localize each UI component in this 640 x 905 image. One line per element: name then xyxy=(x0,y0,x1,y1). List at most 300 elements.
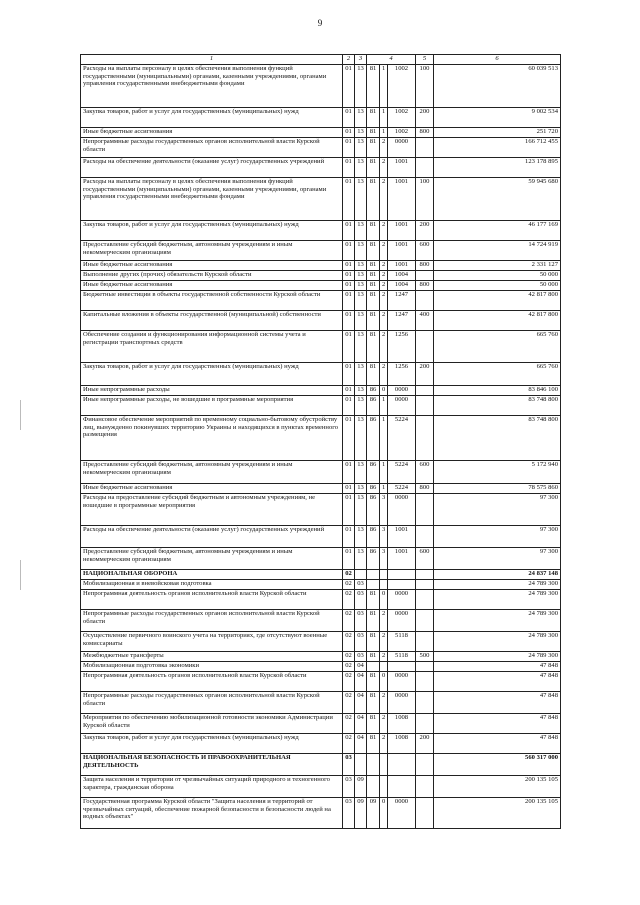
row-amount: 665 760 xyxy=(434,331,561,363)
row-program: 81 xyxy=(367,281,380,291)
row-amount: 83 748 800 xyxy=(434,396,561,416)
row-amount: 47 848 xyxy=(434,692,561,714)
row-amount: 47 848 xyxy=(434,672,561,692)
row-program: 81 xyxy=(367,158,380,178)
row-name: Расходы на выплаты персоналу в целях обеспечения выполнения функций государственными (муниципальными) органами, казенными учреждениями, органами управления государственными внебюджетными фондами xyxy=(81,65,343,108)
row-section: 01 xyxy=(343,178,355,221)
table-row xyxy=(81,281,561,291)
row-name: Предоставление субсидий бюджетным, автономным учреждениям и иным некоммерческим организациям xyxy=(81,461,343,484)
row-name: Иные бюджетные ассигнования xyxy=(81,484,343,494)
row-subprogram: 3 xyxy=(380,494,388,526)
row-name: Непрограммная деятельность органов исполнительной власти Курской области xyxy=(81,590,343,610)
row-direction xyxy=(388,754,416,776)
row-program: 81 xyxy=(367,311,380,331)
table-row xyxy=(81,311,561,331)
row-section: 02 xyxy=(343,692,355,714)
row-section: 01 xyxy=(343,526,355,548)
row-section: 02 xyxy=(343,662,355,672)
row-amount: 42 817 800 xyxy=(434,311,561,331)
row-expense-type xyxy=(416,158,434,178)
table-row xyxy=(81,590,561,610)
row-name: Иные бюджетные ассигнования xyxy=(81,261,343,271)
row-section: 01 xyxy=(343,65,355,108)
row-expense-type xyxy=(416,672,434,692)
row-section: 02 xyxy=(343,734,355,754)
row-amount: 83 846 100 xyxy=(434,386,561,396)
row-program: 81 xyxy=(367,138,380,158)
row-direction: 1004 xyxy=(388,271,416,281)
table-row xyxy=(81,652,561,662)
row-program: 81 xyxy=(367,672,380,692)
row-subsection: 13 xyxy=(355,461,367,484)
row-direction: 1001 xyxy=(388,221,416,241)
row-amount: 97 300 xyxy=(434,494,561,526)
row-expense-type: 200 xyxy=(416,734,434,754)
row-name: Иные непрограммные расходы xyxy=(81,386,343,396)
row-subprogram: 1 xyxy=(380,128,388,138)
header-col-1: 1 xyxy=(81,55,343,65)
row-subprogram: 2 xyxy=(380,158,388,178)
row-section: 01 xyxy=(343,108,355,128)
row-program: 09 xyxy=(367,798,380,829)
table-row xyxy=(81,138,561,158)
row-program: 81 xyxy=(367,714,380,734)
row-expense-type xyxy=(416,386,434,396)
row-subprogram: 2 xyxy=(380,714,388,734)
row-subsection: 13 xyxy=(355,291,367,311)
row-amount: 200 135 105 xyxy=(434,798,561,829)
row-subprogram: 2 xyxy=(380,261,388,271)
row-subsection xyxy=(355,570,367,580)
row-program: 86 xyxy=(367,526,380,548)
row-amount: 24 789 300 xyxy=(434,652,561,662)
row-section: 01 xyxy=(343,291,355,311)
row-expense-type: 800 xyxy=(416,261,434,271)
row-direction: 0000 xyxy=(388,494,416,526)
row-name: НАЦИОНАЛЬНАЯ ОБОРОНА xyxy=(81,570,343,580)
row-expense-type: 600 xyxy=(416,461,434,484)
row-section: 02 xyxy=(343,652,355,662)
row-program: 81 xyxy=(367,271,380,281)
row-amount: 24 837 148 xyxy=(434,570,561,580)
row-subsection: 04 xyxy=(355,714,367,734)
table-row xyxy=(81,776,561,798)
row-subsection: 13 xyxy=(355,65,367,108)
row-direction: 0000 xyxy=(388,138,416,158)
header-col-2: 2 xyxy=(343,55,355,65)
row-direction: 0000 xyxy=(388,672,416,692)
row-expense-type xyxy=(416,632,434,652)
row-subprogram: 0 xyxy=(380,672,388,692)
table-row xyxy=(81,734,561,754)
row-name: Закупка товаров, работ и услуг для государственных (муниципальных) нужд xyxy=(81,734,343,754)
header-col-6: 6 xyxy=(434,55,561,65)
row-subsection: 13 xyxy=(355,138,367,158)
row-subprogram: 1 xyxy=(380,484,388,494)
row-subprogram: 3 xyxy=(380,548,388,570)
row-direction: 1004 xyxy=(388,281,416,291)
row-program: 81 xyxy=(367,291,380,311)
row-subprogram: 2 xyxy=(380,632,388,652)
row-amount: 83 748 800 xyxy=(434,416,561,461)
row-amount: 42 817 800 xyxy=(434,291,561,311)
row-section: 02 xyxy=(343,714,355,734)
table-row xyxy=(81,632,561,652)
row-name: Мобилизационная и вневойсковая подготовка xyxy=(81,580,343,590)
row-direction: 0000 xyxy=(388,590,416,610)
table-row xyxy=(81,271,561,281)
row-program xyxy=(367,580,380,590)
row-amount: 47 848 xyxy=(434,662,561,672)
row-amount: 24 789 300 xyxy=(434,590,561,610)
row-subsection: 09 xyxy=(355,776,367,798)
table-row xyxy=(81,461,561,484)
row-expense-type xyxy=(416,714,434,734)
row-direction xyxy=(388,776,416,798)
row-amount: 97 300 xyxy=(434,526,561,548)
budget-table xyxy=(80,54,561,829)
row-subsection: 13 xyxy=(355,241,367,261)
table-row xyxy=(81,241,561,261)
row-amount: 97 300 xyxy=(434,548,561,570)
row-direction: 0000 xyxy=(388,610,416,632)
row-subprogram: 2 xyxy=(380,178,388,221)
row-program: 86 xyxy=(367,461,380,484)
row-subsection: 13 xyxy=(355,396,367,416)
row-expense-type: 100 xyxy=(416,65,434,108)
row-program: 81 xyxy=(367,331,380,363)
row-section: 01 xyxy=(343,386,355,396)
row-subsection: 13 xyxy=(355,311,367,331)
row-program: 81 xyxy=(367,632,380,652)
header-col-5: 5 xyxy=(416,55,434,65)
row-subprogram: 2 xyxy=(380,363,388,386)
row-subprogram: 2 xyxy=(380,692,388,714)
row-section: 01 xyxy=(343,138,355,158)
row-expense-type: 800 xyxy=(416,484,434,494)
row-subsection: 09 xyxy=(355,798,367,829)
row-direction: 0000 xyxy=(388,692,416,714)
table-row xyxy=(81,416,561,461)
row-name: Мобилизационная подготовка экономики xyxy=(81,662,343,672)
table-row xyxy=(81,580,561,590)
row-direction: 1002 xyxy=(388,108,416,128)
row-direction: 5224 xyxy=(388,416,416,461)
table-row xyxy=(81,672,561,692)
row-subsection: 04 xyxy=(355,734,367,754)
row-subprogram xyxy=(380,754,388,776)
row-expense-type xyxy=(416,494,434,526)
row-amount: 24 789 300 xyxy=(434,580,561,590)
row-direction xyxy=(388,570,416,580)
row-name: Финансовое обеспечение мероприятий по временному социально-бытовому обустройству лиц, вынужденно покинувших территорию Украины и находящихся в пунктах временного размещения xyxy=(81,416,343,461)
row-subsection xyxy=(355,754,367,776)
row-name: Непрограммная деятельность органов исполнительной власти Курской области xyxy=(81,672,343,692)
row-direction: 1256 xyxy=(388,363,416,386)
row-amount: 47 848 xyxy=(434,734,561,754)
row-section: 01 xyxy=(343,158,355,178)
row-subprogram xyxy=(380,580,388,590)
row-amount: 46 177 169 xyxy=(434,221,561,241)
row-amount: 166 712 455 xyxy=(434,138,561,158)
row-name: Расходы на обеспечение деятельности (оказание услуг) государственных учреждений xyxy=(81,526,343,548)
row-subprogram xyxy=(380,570,388,580)
row-direction: 1256 xyxy=(388,331,416,363)
table-row xyxy=(81,548,561,570)
table-row xyxy=(81,128,561,138)
row-section: 01 xyxy=(343,494,355,526)
row-program: 81 xyxy=(367,363,380,386)
row-program xyxy=(367,754,380,776)
row-section: 01 xyxy=(343,311,355,331)
table-row xyxy=(81,261,561,271)
row-program: 81 xyxy=(367,178,380,221)
row-amount: 2 331 127 xyxy=(434,261,561,271)
table-row xyxy=(81,484,561,494)
row-expense-type xyxy=(416,526,434,548)
row-subprogram: 1 xyxy=(380,108,388,128)
row-subprogram: 2 xyxy=(380,734,388,754)
row-direction: 1008 xyxy=(388,734,416,754)
table-row xyxy=(81,396,561,416)
row-amount: 560 317 000 xyxy=(434,754,561,776)
row-direction: 1008 xyxy=(388,714,416,734)
row-section: 02 xyxy=(343,590,355,610)
table-row xyxy=(81,291,561,311)
table-row xyxy=(81,798,561,829)
row-subsection: 13 xyxy=(355,128,367,138)
row-name: Бюджетные инвестиции в объекты государственной собственности Курской области xyxy=(81,291,343,311)
row-subsection: 13 xyxy=(355,281,367,291)
row-subprogram: 2 xyxy=(380,610,388,632)
row-subprogram: 1 xyxy=(380,396,388,416)
row-section: 01 xyxy=(343,363,355,386)
table-row xyxy=(81,386,561,396)
row-program: 81 xyxy=(367,692,380,714)
row-subsection: 13 xyxy=(355,178,367,221)
table-row xyxy=(81,494,561,526)
row-subsection: 13 xyxy=(355,548,367,570)
row-program xyxy=(367,776,380,798)
row-program: 86 xyxy=(367,548,380,570)
table-row xyxy=(81,108,561,128)
row-expense-type: 200 xyxy=(416,221,434,241)
table-row xyxy=(81,662,561,672)
row-expense-type xyxy=(416,138,434,158)
table-row xyxy=(81,331,561,363)
row-subsection: 13 xyxy=(355,261,367,271)
row-name: Расходы на обеспечение деятельности (оказание услуг) государственных учреждений xyxy=(81,158,343,178)
row-subsection: 13 xyxy=(355,526,367,548)
row-subsection: 13 xyxy=(355,386,367,396)
row-subprogram: 2 xyxy=(380,281,388,291)
row-subsection: 03 xyxy=(355,590,367,610)
row-expense-type xyxy=(416,754,434,776)
row-name: Защита населения и территории от чрезвычайных ситуаций природного и техногенного характера, гражданская оборона xyxy=(81,776,343,798)
row-expense-type xyxy=(416,610,434,632)
row-section: 03 xyxy=(343,798,355,829)
row-program: 86 xyxy=(367,416,380,461)
table-row xyxy=(81,363,561,386)
row-amount: 78 575 860 xyxy=(434,484,561,494)
row-direction: 1001 xyxy=(388,158,416,178)
row-expense-type xyxy=(416,776,434,798)
row-name: Иные бюджетные ассигнования xyxy=(81,128,343,138)
row-expense-type xyxy=(416,291,434,311)
row-section: 01 xyxy=(343,396,355,416)
row-direction: 5118 xyxy=(388,652,416,662)
row-section: 03 xyxy=(343,776,355,798)
table-header xyxy=(81,55,561,65)
row-expense-type xyxy=(416,271,434,281)
row-section: 01 xyxy=(343,128,355,138)
table-row xyxy=(81,714,561,734)
row-subsection: 03 xyxy=(355,580,367,590)
row-program: 81 xyxy=(367,261,380,271)
row-name: Закупка товаров, работ и услуг для государственных (муниципальных) нужд xyxy=(81,108,343,128)
row-section: 03 xyxy=(343,754,355,776)
row-section: 02 xyxy=(343,610,355,632)
row-program: 81 xyxy=(367,734,380,754)
row-amount: 50 000 xyxy=(434,271,561,281)
row-name: Мероприятия по обеспечению мобилизационной готовности экономики Администрации Курской области xyxy=(81,714,343,734)
row-direction: 5118 xyxy=(388,632,416,652)
row-direction: 1002 xyxy=(388,65,416,108)
row-expense-type xyxy=(416,580,434,590)
row-subprogram: 2 xyxy=(380,291,388,311)
row-name: НАЦИОНАЛЬНАЯ БЕЗОПАСНОСТЬ И ПРАВООХРАНИТЕЛЬНАЯ ДЕЯТЕЛЬНОСТЬ xyxy=(81,754,343,776)
row-expense-type xyxy=(416,416,434,461)
row-subsection: 03 xyxy=(355,632,367,652)
row-section: 01 xyxy=(343,331,355,363)
row-program: 81 xyxy=(367,610,380,632)
row-amount: 5 172 940 xyxy=(434,461,561,484)
row-subprogram: 0 xyxy=(380,798,388,829)
row-name: Осуществление первичного воинского учета на территориях, где отсутствуют военные комиссариаты xyxy=(81,632,343,652)
row-subprogram: 2 xyxy=(380,331,388,363)
row-direction: 1001 xyxy=(388,548,416,570)
row-subsection: 13 xyxy=(355,363,367,386)
row-amount: 50 000 xyxy=(434,281,561,291)
row-direction: 1001 xyxy=(388,526,416,548)
row-direction: 5224 xyxy=(388,484,416,494)
row-direction: 1001 xyxy=(388,178,416,221)
row-program: 86 xyxy=(367,494,380,526)
row-expense-type xyxy=(416,590,434,610)
row-name: Непрограммные расходы государственных органов исполнительной власти Курской области xyxy=(81,138,343,158)
row-subprogram: 3 xyxy=(380,526,388,548)
row-program: 86 xyxy=(367,386,380,396)
table-row xyxy=(81,158,561,178)
row-program: 81 xyxy=(367,65,380,108)
row-direction: 0000 xyxy=(388,386,416,396)
row-amount: 123 178 895 xyxy=(434,158,561,178)
row-expense-type: 200 xyxy=(416,363,434,386)
row-name: Иные непрограммные расходы, не вошедшие в программные мероприятия xyxy=(81,396,343,416)
row-expense-type xyxy=(416,662,434,672)
row-amount: 24 789 300 xyxy=(434,610,561,632)
row-subprogram xyxy=(380,662,388,672)
row-subsection: 13 xyxy=(355,108,367,128)
row-expense-type: 800 xyxy=(416,128,434,138)
row-subprogram: 2 xyxy=(380,311,388,331)
row-section: 01 xyxy=(343,221,355,241)
row-direction: 1002 xyxy=(388,128,416,138)
row-expense-type xyxy=(416,798,434,829)
table-row xyxy=(81,692,561,714)
row-program: 86 xyxy=(367,484,380,494)
row-expense-type: 600 xyxy=(416,548,434,570)
row-amount: 665 760 xyxy=(434,363,561,386)
row-subsection: 13 xyxy=(355,221,367,241)
row-subprogram: 0 xyxy=(380,386,388,396)
row-expense-type: 100 xyxy=(416,178,434,221)
row-subsection: 04 xyxy=(355,672,367,692)
row-name: Обеспечение создания и функционирования информационной системы учета и регистрации транспортных средств xyxy=(81,331,343,363)
row-direction xyxy=(388,662,416,672)
row-subsection: 13 xyxy=(355,494,367,526)
table-row xyxy=(81,65,561,108)
row-name: Расходы на выплаты персоналу в целях обеспечения выполнения функций государственными (муниципальными) органами, казенными учреждениями, органами управления государственными внебюджетными фондами xyxy=(81,178,343,221)
row-name: Закупка товаров, работ и услуг для государственных (муниципальных) нужд xyxy=(81,363,343,386)
row-name: Непрограммные расходы государственных органов исполнительной власти Курской области xyxy=(81,610,343,632)
header-col-3: 3 xyxy=(355,55,367,65)
row-section: 02 xyxy=(343,672,355,692)
row-subsection: 13 xyxy=(355,416,367,461)
row-amount: 251 720 xyxy=(434,128,561,138)
row-section: 02 xyxy=(343,632,355,652)
row-subprogram: 1 xyxy=(380,65,388,108)
row-program: 81 xyxy=(367,590,380,610)
row-name: Иные бюджетные ассигнования xyxy=(81,281,343,291)
row-expense-type: 200 xyxy=(416,108,434,128)
row-direction: 1247 xyxy=(388,311,416,331)
row-section: 01 xyxy=(343,261,355,271)
row-section: 01 xyxy=(343,281,355,291)
row-name: Выполнение других (прочих) обязательств Курской области xyxy=(81,271,343,281)
row-expense-type: 600 xyxy=(416,241,434,261)
row-subprogram: 2 xyxy=(380,271,388,281)
row-amount: 200 135 105 xyxy=(434,776,561,798)
row-amount: 47 848 xyxy=(434,714,561,734)
row-direction: 0000 xyxy=(388,396,416,416)
row-subsection: 03 xyxy=(355,652,367,662)
row-subsection: 03 xyxy=(355,610,367,632)
row-name: Капитальные вложения в объекты государственной (муниципальной) собственности xyxy=(81,311,343,331)
row-name: Расходы на предоставление субсидий бюджетным и автономным учреждениям, не вошедшие в программные мероприятия xyxy=(81,494,343,526)
row-section: 01 xyxy=(343,241,355,261)
row-subprogram: 2 xyxy=(380,221,388,241)
row-subsection: 13 xyxy=(355,484,367,494)
scan-edge-mark xyxy=(20,560,21,590)
row-direction: 1247 xyxy=(388,291,416,311)
row-name: Государственная программа Курской области "Защита населения и территорий от чрезвычайных ситуаций, обеспечение пожарной безопасности и безопасности людей на водных объектах" xyxy=(81,798,343,829)
row-direction: 0000 xyxy=(388,798,416,829)
row-expense-type xyxy=(416,692,434,714)
page-number: 9 xyxy=(317,18,323,28)
row-expense-type xyxy=(416,331,434,363)
table-row xyxy=(81,526,561,548)
row-name: Межбюджетные трансферты xyxy=(81,652,343,662)
row-program: 81 xyxy=(367,221,380,241)
table-row xyxy=(81,221,561,241)
row-subsection: 13 xyxy=(355,331,367,363)
row-amount: 14 724 919 xyxy=(434,241,561,261)
row-section: 01 xyxy=(343,484,355,494)
row-section: 01 xyxy=(343,271,355,281)
row-amount: 9 002 534 xyxy=(434,108,561,128)
row-name: Непрограммные расходы государственных органов исполнительной власти Курской области xyxy=(81,692,343,714)
